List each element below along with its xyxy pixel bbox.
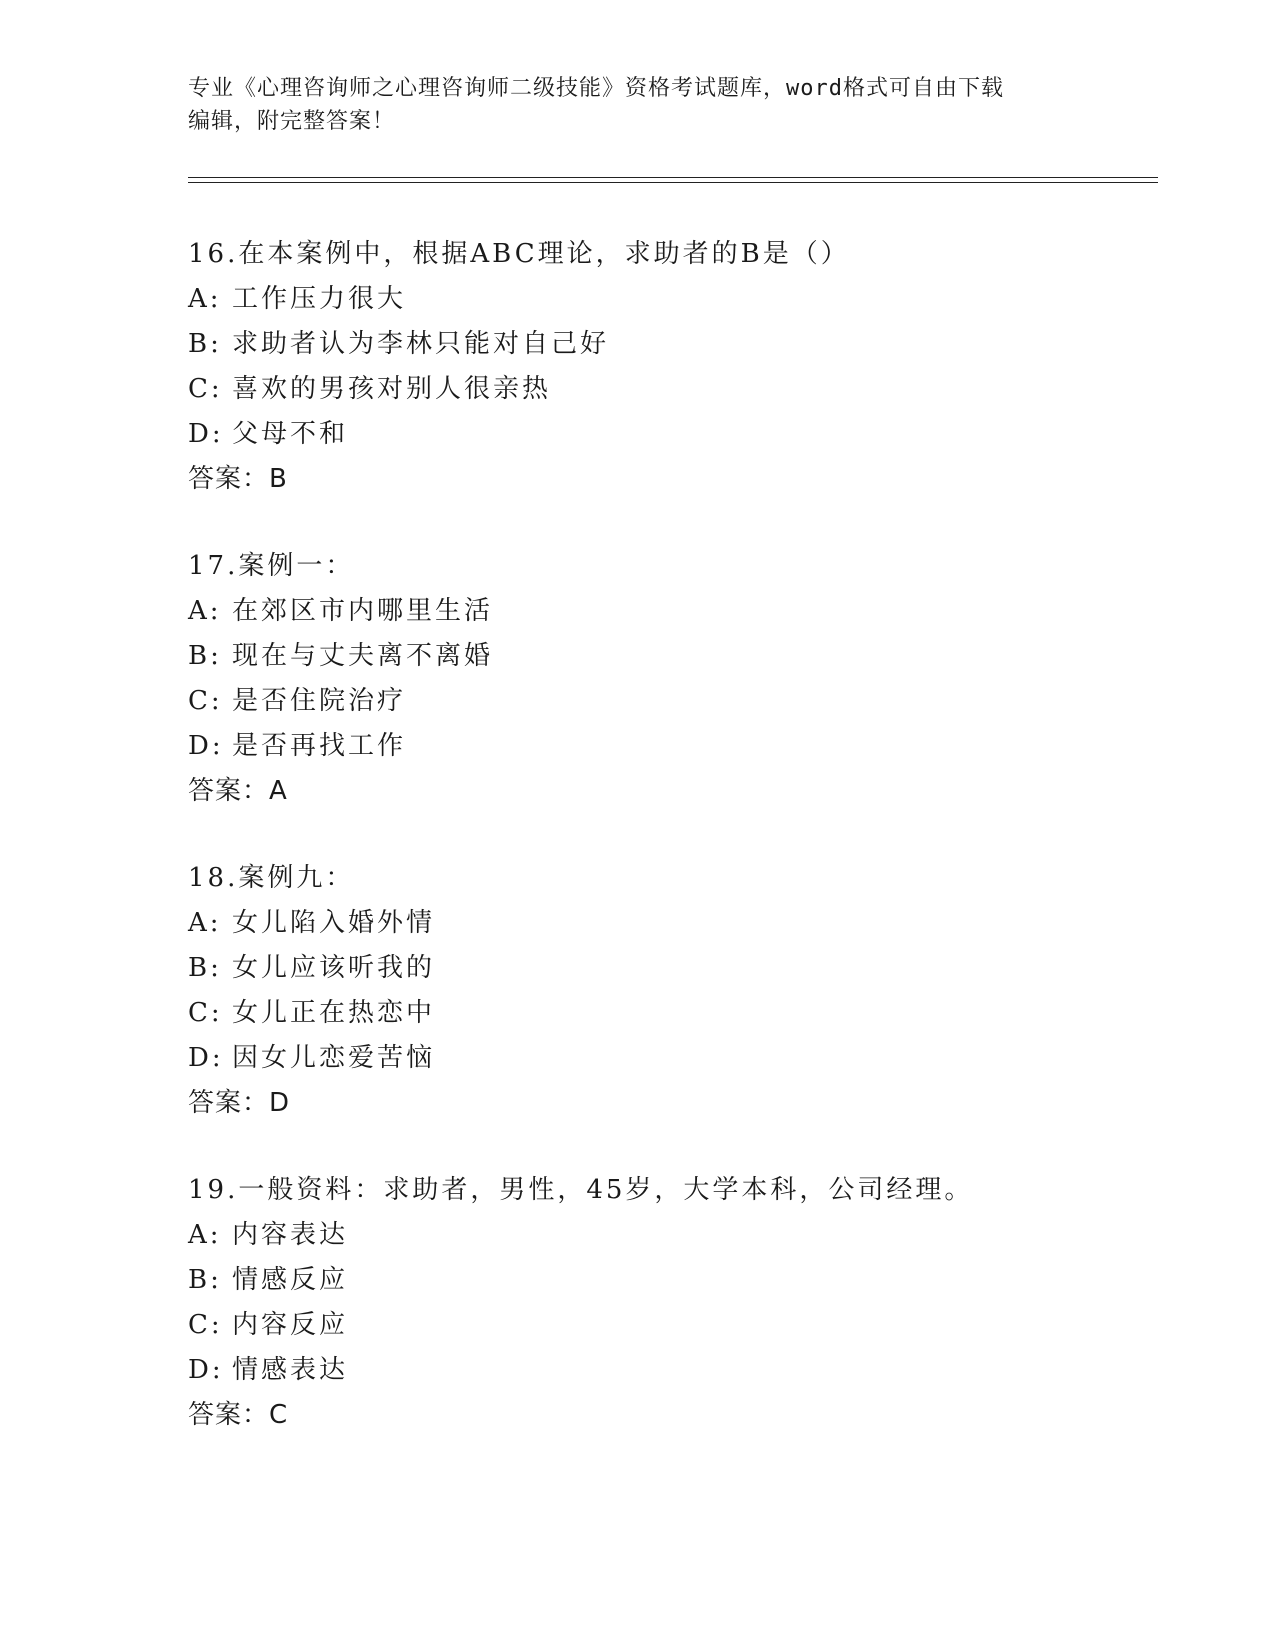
question-16 bbox=[188, 232, 1148, 502]
option-d bbox=[188, 1348, 1148, 1393]
option-letter: C: bbox=[188, 374, 223, 404]
option-b bbox=[188, 322, 1148, 367]
option-text: 情感表达 bbox=[232, 1355, 349, 1385]
option-d bbox=[188, 724, 1148, 769]
option-letter: B: bbox=[188, 953, 222, 983]
option-b bbox=[188, 946, 1148, 991]
option-c bbox=[188, 367, 1148, 412]
option-a bbox=[188, 277, 1148, 322]
question-stem: 19.一般资料：求助者，男性，45岁，大学本科，公司经理。 bbox=[188, 1175, 974, 1205]
option-letter: A: bbox=[188, 284, 222, 314]
option-letter: B: bbox=[188, 1265, 222, 1295]
question-stem: 17.案例一： bbox=[188, 551, 355, 581]
option-text: 内容表达 bbox=[232, 1220, 349, 1250]
option-b bbox=[188, 634, 1148, 679]
document-header: 专业《心理咨询师之心理咨询师二级技能》资格考试题库，word格式可自由下载 编辑，附完整答案！ bbox=[188, 76, 1004, 134]
option-letter: A: bbox=[188, 596, 222, 626]
answer-line: 答案：A bbox=[188, 776, 288, 806]
option-text: 工作压力很大 bbox=[232, 284, 407, 314]
option-text: 女儿陷入婚外情 bbox=[232, 908, 436, 938]
option-letter: D: bbox=[188, 1355, 224, 1385]
option-letter: C: bbox=[188, 1310, 223, 1340]
option-letter: D: bbox=[188, 419, 224, 449]
option-text: 现在与丈夫离不离婚 bbox=[232, 641, 494, 671]
answer-line: 答案：C bbox=[188, 1400, 289, 1430]
option-text: 情感反应 bbox=[232, 1265, 349, 1295]
option-d bbox=[188, 412, 1148, 457]
answer-line: 答案：B bbox=[188, 464, 288, 494]
option-text: 在郊区市内哪里生活 bbox=[232, 596, 494, 626]
option-text: 因女儿恋爱苦恼 bbox=[232, 1043, 436, 1073]
option-letter: B: bbox=[188, 329, 222, 359]
question-list bbox=[188, 232, 1148, 1480]
question-18 bbox=[188, 856, 1148, 1126]
option-letter: A: bbox=[188, 908, 222, 938]
header-rule-bottom bbox=[188, 182, 1158, 183]
option-letter: D: bbox=[188, 1043, 224, 1073]
option-d bbox=[188, 1036, 1148, 1081]
option-letter: D: bbox=[188, 731, 224, 761]
option-a bbox=[188, 589, 1148, 634]
question-17 bbox=[188, 544, 1148, 814]
option-text: 是否住院治疗 bbox=[232, 686, 407, 716]
option-c bbox=[188, 1303, 1148, 1348]
option-c bbox=[188, 991, 1148, 1036]
question-stem: 18.案例九： bbox=[188, 863, 355, 893]
option-text: 内容反应 bbox=[232, 1310, 349, 1340]
option-text: 女儿正在热恋中 bbox=[232, 998, 436, 1028]
option-a bbox=[188, 901, 1148, 946]
option-c bbox=[188, 679, 1148, 724]
option-letter: B: bbox=[188, 641, 222, 671]
option-text: 是否再找工作 bbox=[232, 731, 407, 761]
answer-line: 答案：D bbox=[188, 1088, 291, 1118]
option-a bbox=[188, 1213, 1148, 1258]
question-19 bbox=[188, 1168, 1148, 1438]
option-letter: C: bbox=[188, 686, 223, 716]
question-stem: 16.在本案例中，根据ABC理论，求助者的B是（） bbox=[188, 239, 850, 269]
option-b bbox=[188, 1258, 1148, 1303]
option-letter: A: bbox=[188, 1220, 222, 1250]
option-text: 女儿应该听我的 bbox=[232, 953, 436, 983]
option-text: 喜欢的男孩对别人很亲热 bbox=[232, 374, 552, 404]
option-text: 求助者认为李林只能对自己好 bbox=[232, 329, 610, 359]
option-text: 父母不和 bbox=[232, 419, 349, 449]
option-letter: C: bbox=[188, 998, 223, 1028]
header-rule-top bbox=[188, 177, 1158, 178]
